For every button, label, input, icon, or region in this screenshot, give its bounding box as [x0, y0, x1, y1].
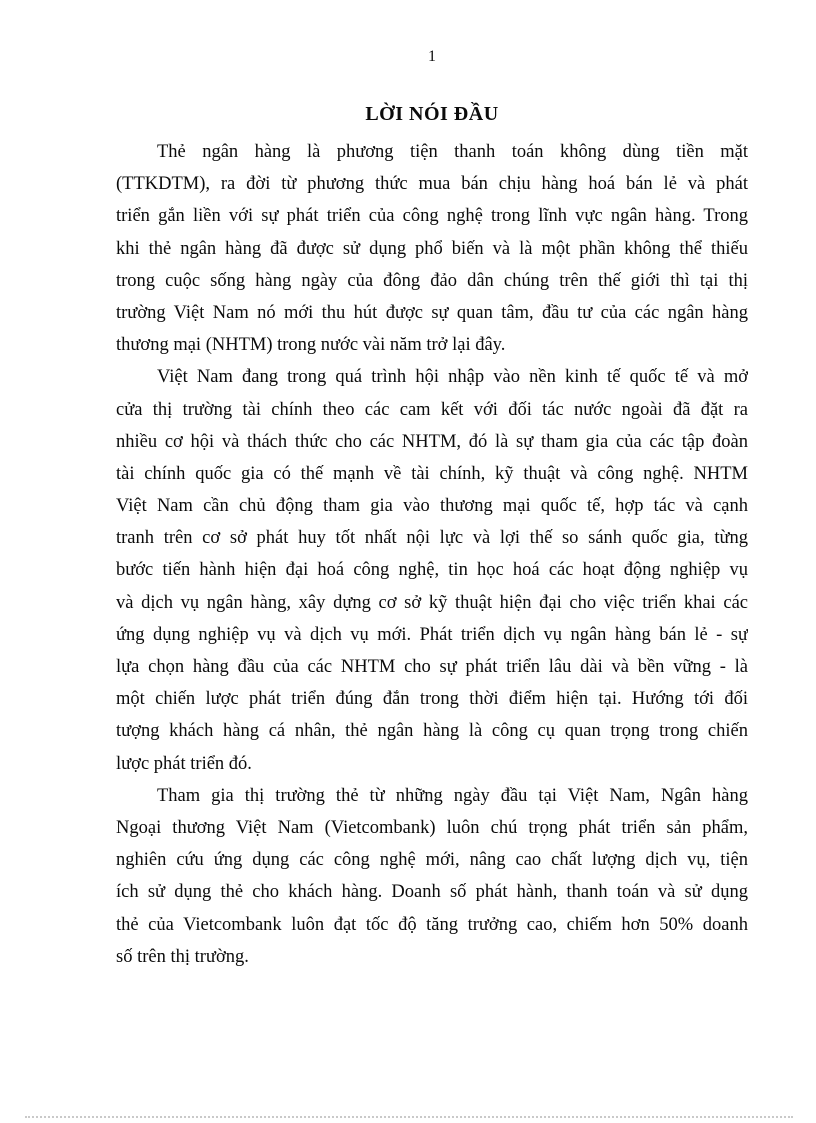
- text-line: ứng dụng nghiệp vụ và dịch vụ mới. Phát triển dịch vụ ngân hàng bán lẻ - sự: [116, 624, 748, 645]
- paragraph: [116, 136, 748, 361]
- text-line: một chiến lược phát triển đúng đắn trong thời điểm hiện tại. Hướng tới đối: [116, 689, 748, 710]
- text-line: nghiên cứu ứng dụng các công nghệ mới, nâng cao chất lượng dịch vụ, tiện: [116, 850, 748, 871]
- text-line: khi thẻ ngân hàng đã được sử dụng phổ biến và là một phần không thể thiếu: [116, 238, 748, 259]
- text-line: tượng khách hàng cá nhân, thẻ ngân hàng là công cụ quan trọng trong chiến: [116, 721, 748, 742]
- text-line: cửa thị trường tài chính theo các cam kết với đối tác nước ngoài đã đặt ra: [116, 399, 748, 420]
- text-line: Tham gia thị trường thẻ từ những ngày đầu tại Việt Nam, Ngân hàng: [157, 785, 748, 806]
- text-line: lược phát triển đó.: [116, 753, 252, 774]
- paragraph: [116, 361, 748, 779]
- text-line: tài chính quốc gia có thế mạnh về tài chính, kỹ thuật và công nghệ. NHTM: [116, 463, 748, 484]
- text-line: nhiều cơ hội và thách thức cho các NHTM, đó là sự tham gia của các tập đoàn: [116, 431, 748, 452]
- text-line: triển gắn liền với sự phát triển của công nghệ trong lĩnh vực ngân hàng. Trong: [116, 206, 748, 227]
- page-number: 1: [428, 48, 436, 65]
- text-line: Ngoại thương Việt Nam (Vietcombank) luôn chú trọng phát triển sản phẩm,: [116, 817, 748, 838]
- text-line: số trên thị trường.: [116, 946, 249, 967]
- text-line: lựa chọn hàng đầu của các NHTM cho sự phát triển lâu dài và bền vững - là: [116, 657, 748, 677]
- text-line: (TTKDTM), ra đời từ phương thức mua bán chịu hàng hoá bán lẻ và phát: [116, 174, 748, 195]
- text-line: Việt Nam đang trong quá trình hội nhập vào nền kinh tế quốc tế và mở: [157, 367, 748, 388]
- text-line: thương mại (NHTM) trong nước vài năm trở lại đây.: [116, 335, 506, 356]
- text-line: ích sử dụng thẻ cho khách hàng. Doanh số phát hành, thanh toán và sử dụng: [116, 882, 748, 903]
- text-line: và dịch vụ ngân hàng, xây dựng cơ sở kỹ thuật hiện đại cho việc triển khai các: [116, 592, 748, 613]
- paragraph: [116, 780, 748, 973]
- text-line: trong cuộc sống hàng ngày của đông đảo dân chúng trên thế giới thì tại thị: [116, 270, 748, 291]
- text-line: trường Việt Nam nó mới thu hút được sự quan tâm, đầu tư của các ngân hàng: [116, 302, 748, 323]
- page-bottom-dotted-line: [25, 1116, 793, 1118]
- text-line: Thẻ ngân hàng là phương tiện thanh toán không dùng tiền mặt: [157, 142, 748, 162]
- text-line: thẻ của Vietcombank luôn đạt tốc độ tăng trưởng cao, chiếm hơn 50% doanh: [116, 914, 748, 935]
- text-line: bước tiến hành hiện đại hoá công nghệ, tin học hoá các hoạt động nghiệp vụ: [116, 560, 748, 581]
- document-body: [116, 136, 748, 973]
- text-line: Việt Nam cần chủ động tham gia vào thương mại quốc tế, hợp tác và cạnh: [116, 496, 748, 517]
- text-line: tranh trên cơ sở phát huy tốt nhất nội lực và lợi thế so sánh quốc gia, từng: [116, 528, 748, 549]
- page-title: LỜI NÓI ĐẦU: [365, 103, 499, 125]
